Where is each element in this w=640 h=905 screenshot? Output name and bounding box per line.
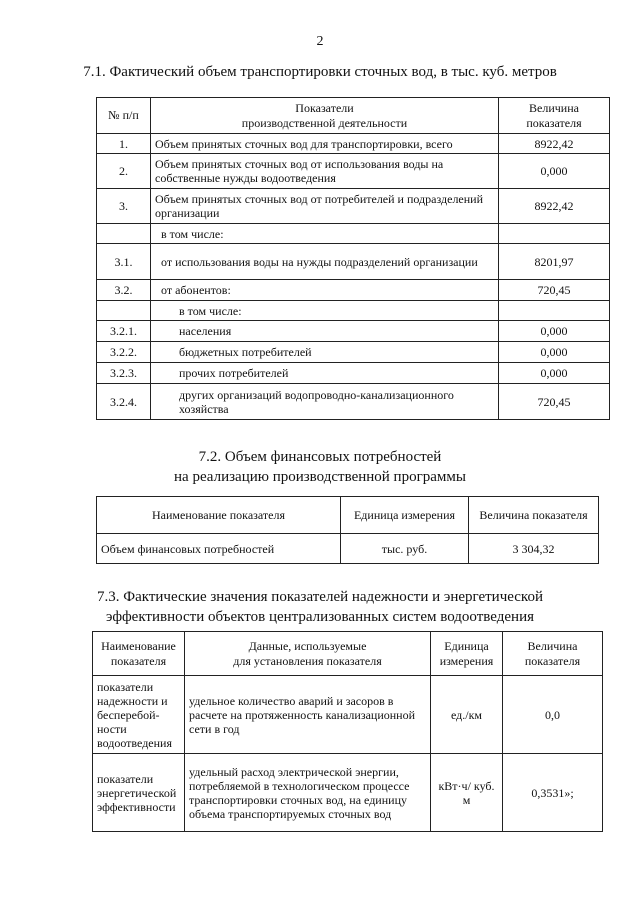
table-row — [97, 224, 610, 244]
row-name: бюджетных потребителей — [151, 342, 499, 363]
financial-needs-table — [96, 496, 599, 564]
col-data-header — [185, 632, 431, 676]
row-num: 3.2. — [97, 280, 151, 301]
row-value: 8922,42 — [499, 134, 610, 154]
table-row — [97, 363, 610, 384]
unit-header-line1: Единица — [444, 638, 489, 653]
table-row — [97, 321, 610, 342]
row-unit: ед./км — [431, 676, 503, 754]
indicator-header-line1: Показатели — [295, 100, 354, 115]
name-header-line1: Наименование — [101, 638, 176, 653]
row-name: от абонентов: — [151, 280, 499, 301]
section-2-title-line1: 7.2. Объем финансовых потребностей — [198, 449, 442, 465]
row-name: Объем финансовых потребностей — [97, 534, 341, 564]
data-header-line1: Данные, используемые — [248, 638, 367, 653]
col-name-header — [93, 632, 185, 676]
table-row — [97, 154, 610, 189]
data-header-line2: для установления показателя — [233, 653, 382, 668]
col-value-header — [503, 632, 603, 676]
row-value: 3 304,32 — [469, 534, 599, 564]
table-header-row — [93, 632, 603, 676]
row-num: 3.2.1. — [97, 321, 151, 342]
table-header-row — [97, 497, 599, 534]
row-value: 8201,97 — [499, 244, 610, 280]
table-row — [97, 244, 610, 280]
row-value: 720,45 — [499, 280, 610, 301]
row-name: Объем принятых сточных вод для транспортировки, всего — [151, 134, 499, 154]
row-value — [499, 224, 610, 244]
row-name: других организаций водопроводно-канализационного хозяйства — [151, 384, 499, 420]
row-value: 0,000 — [499, 363, 610, 384]
value-header-line1: Величина — [529, 100, 579, 115]
row-value: 0,000 — [499, 154, 610, 189]
row-value: 0,000 — [499, 342, 610, 363]
row-num — [97, 301, 151, 321]
row-value: 0,000 — [499, 321, 610, 342]
row-name: населения — [151, 321, 499, 342]
table-row — [97, 134, 610, 154]
row-unit: тыс. руб. — [341, 534, 469, 564]
table-row — [97, 301, 610, 321]
table-row — [97, 342, 610, 363]
row-name: Объем принятых сточных вод от использования воды на собственные нужды водоотведения — [151, 154, 499, 189]
row-value: 8922,42 — [499, 189, 610, 224]
section-3-title — [0, 587, 640, 627]
col-value-header: Величина показателя — [469, 497, 599, 534]
section-1-title — [0, 62, 640, 82]
row-num — [97, 224, 151, 244]
row-num: 3.2.2. — [97, 342, 151, 363]
col-unit-header: Единица измерения — [341, 497, 469, 534]
row-num: 3.2.4. — [97, 384, 151, 420]
row-value: 0,3531»; — [503, 754, 603, 832]
table-row — [97, 384, 610, 420]
table-row — [93, 676, 603, 754]
section-2-title-line2: на реализацию производственной программы — [174, 469, 466, 485]
row-num: 1. — [97, 134, 151, 154]
transport-volume-table — [96, 97, 610, 420]
col-unit-header — [431, 632, 503, 676]
row-name: в том числе: — [151, 224, 499, 244]
col-indicator-header — [151, 98, 499, 134]
row-name: от использования воды на нужды подразделений организации — [151, 244, 499, 280]
table-header-row — [97, 98, 610, 134]
col-num-header: № п/п — [97, 98, 151, 134]
row-name: показатели надежности и бесперебой-ности водоотведения — [93, 676, 185, 754]
section-2-title — [0, 447, 640, 487]
name-header-line2: показателя — [110, 653, 167, 668]
table-row — [97, 280, 610, 301]
page-number: 2 — [316, 34, 324, 49]
row-name: прочих потребителей — [151, 363, 499, 384]
row-num: 2. — [97, 154, 151, 189]
section-3-title-line1: 7.3. Фактические значения показателей надежности и энергетической — [97, 589, 543, 605]
section-1-title-text: 7.1. Фактический объем транспортировки сточных вод, в тыс. куб. метров — [83, 64, 557, 80]
table-row — [93, 754, 603, 832]
row-num: 3.1. — [97, 244, 151, 280]
row-num: 3. — [97, 189, 151, 224]
row-name: показатели энергетической эффективности — [93, 754, 185, 832]
value-header-line2: показателя — [526, 115, 582, 130]
indicator-header-line2: производственной деятельности — [241, 115, 408, 130]
row-num: 3.2.3. — [97, 363, 151, 384]
row-unit: кВт·ч/ куб. м — [431, 754, 503, 832]
value-header-line2: показателя — [524, 653, 581, 668]
value-header-line1: Величина — [527, 638, 578, 653]
col-value-header — [499, 98, 610, 134]
section-3-title-line2: эффективности объектов централизованных систем водоотведения — [105, 609, 534, 625]
row-value: 0,0 — [503, 676, 603, 754]
col-name-header: Наименование показателя — [97, 497, 341, 534]
reliability-efficiency-table — [92, 631, 603, 832]
row-name: Объем принятых сточных вод от потребителей и подразделений организации — [151, 189, 499, 224]
row-data: удельное количество аварий и засоров в расчете на протяженность канализационной сети в год — [185, 676, 431, 754]
row-data: удельный расход электрической энергии, потребляемой в технологическом процессе транспортировки сточных вод, на единицу объема транспортируемых сточных вод — [185, 754, 431, 832]
table-row — [97, 534, 599, 564]
unit-header-line2: измерения — [439, 653, 494, 668]
row-name: в том числе: — [151, 301, 499, 321]
row-value — [499, 301, 610, 321]
table-row — [97, 189, 610, 224]
row-value: 720,45 — [499, 384, 610, 420]
